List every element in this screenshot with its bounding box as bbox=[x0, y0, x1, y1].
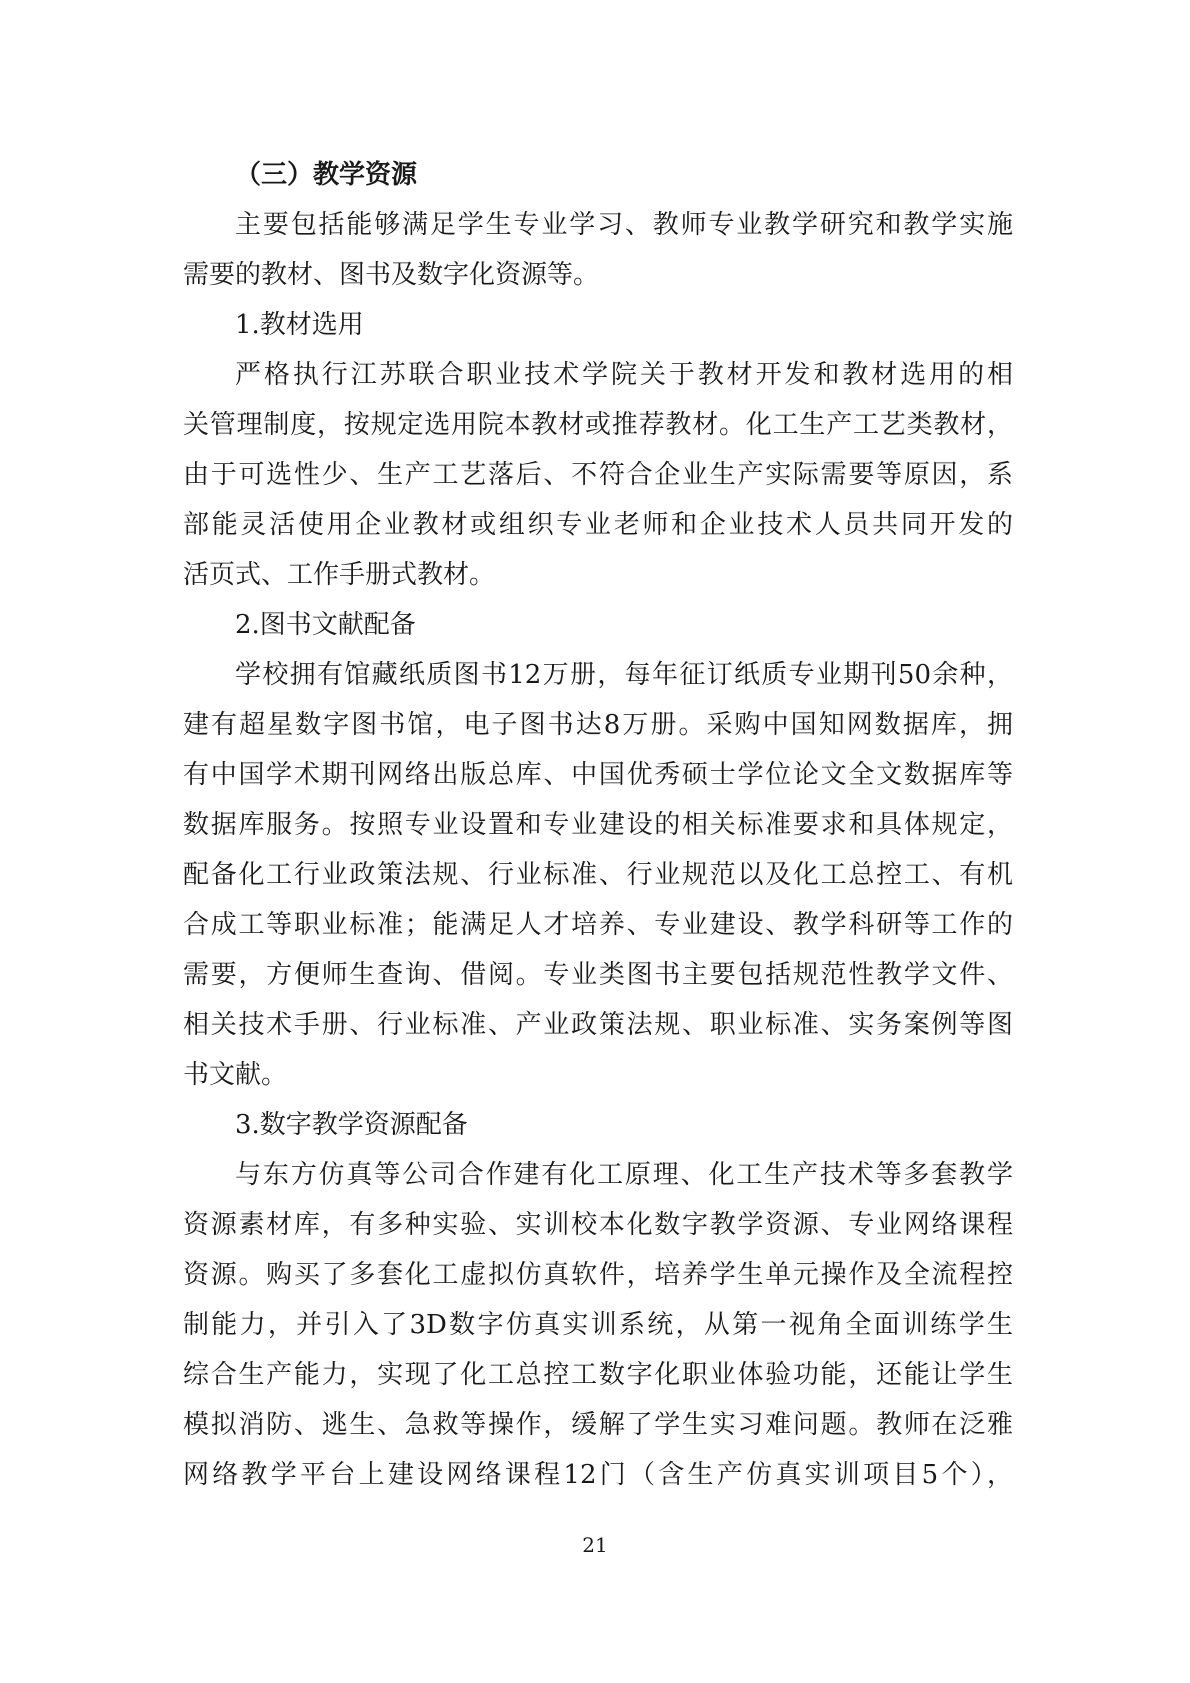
paragraph-line: 数据库服务。按照专业设置和专业建设的相关标准要求和具体规定， bbox=[183, 810, 1013, 840]
paragraph-line: 关管理制度，按规定选用院本教材或推荐教材。化工生产工艺类教材， bbox=[183, 410, 1013, 440]
paragraph-line: 部能灵活使用企业教材或组织专业老师和企业技术人员共同开发的 bbox=[183, 510, 1013, 540]
paragraph-line: 制能力，并引入了3D数字仿真实训系统，从第一视角全面训练学生 bbox=[183, 1310, 1013, 1340]
paragraph-line: 综合生产能力，实现了化工总控工数字化职业体验功能，还能让学生 bbox=[183, 1360, 1013, 1390]
paragraph-line: 相关技术手册、行业标准、产业政策法规、职业标准、实务案例等图 bbox=[183, 1010, 1013, 1040]
library-paragraph bbox=[183, 650, 1013, 1100]
paragraph-line: 资源素材库，有多种实验、实训校本化数字教学资源、专业网络课程 bbox=[183, 1210, 1013, 1240]
paragraph-line: 建有超星数字图书馆，电子图书达8万册。采购中国知网数据库，拥 bbox=[183, 710, 1013, 740]
paragraph-line: 由于可选性少、生产工艺落后、不符合企业生产实际需要等原因，系 bbox=[183, 460, 1013, 490]
paragraph-line: 配备化工行业政策法规、行业标准、行业规范以及化工总控工、有机 bbox=[183, 860, 1013, 890]
paragraph-line: 资源。购买了多套化工虚拟仿真软件，培养学生单元操作及全流程控 bbox=[183, 1260, 1013, 1290]
page-number: 21 bbox=[582, 1533, 608, 1557]
paragraph-line: 与东方仿真等公司合作建有化工原理、化工生产技术等多套教学 bbox=[235, 1160, 1013, 1190]
paragraph-line: 书文献。 bbox=[183, 1060, 288, 1090]
paragraph-line: 严格执行江苏联合职业技术学院关于教材开发和教材选用的相 bbox=[235, 360, 1013, 390]
page-content bbox=[183, 150, 1013, 1500]
subsection-title-textbooks: 1.教材选用 bbox=[235, 310, 364, 340]
paragraph-line: 主要包括能够满足学生专业学习、教师专业教学研究和教学实施 bbox=[235, 210, 1013, 240]
paragraph-line: 合成工等职业标准；能满足人才培养、专业建设、教学科研等工作的 bbox=[183, 910, 1013, 940]
paragraph-line: 需要，方便师生查询、借阅。专业类图书主要包括规范性教学文件、 bbox=[183, 960, 1013, 990]
intro-paragraph bbox=[183, 200, 1013, 300]
paragraph-line: 学校拥有馆藏纸质图书12万册，每年征订纸质专业期刊50余种， bbox=[235, 660, 1013, 690]
paragraph-line: 网络教学平台上建设网络课程12门（含生产仿真实训项目5个）， bbox=[183, 1460, 1013, 1490]
paragraph-line: 活页式、工作手册式教材。 bbox=[183, 560, 496, 590]
paragraph-line: 需要的教材、图书及数字化资源等。 bbox=[183, 260, 600, 290]
section-heading: （三）教学资源 bbox=[235, 160, 418, 190]
digital-resources-paragraph bbox=[183, 1150, 1013, 1500]
subsection-title-library: 2.图书文献配备 bbox=[235, 610, 416, 640]
paragraph-line: 模拟消防、逃生、急救等操作，缓解了学生实习难问题。教师在泛雅 bbox=[183, 1410, 1013, 1440]
paragraph-line: 有中国学术期刊网络出版总库、中国优秀硕士学位论文全文数据库等 bbox=[183, 760, 1013, 790]
textbook-paragraph bbox=[183, 350, 1013, 600]
subsection-title-digital-resources: 3.数字教学资源配备 bbox=[235, 1110, 468, 1140]
